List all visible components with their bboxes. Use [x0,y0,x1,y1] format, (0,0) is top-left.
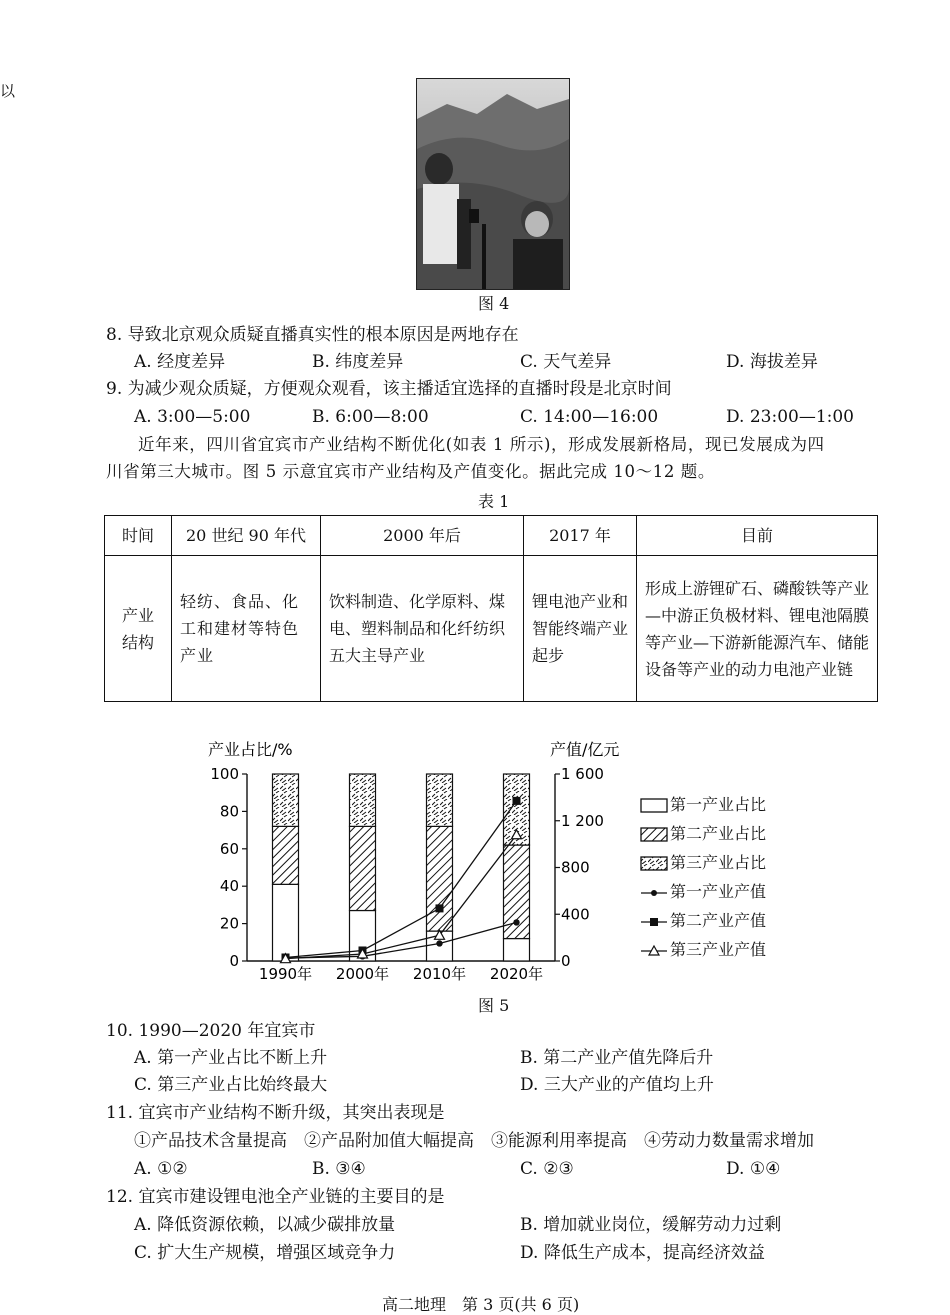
table-header-current: 目前 [637,516,878,556]
y2-tick-label: 0 [561,952,571,970]
line-point [513,797,521,805]
legend-label: 第三产业占比 [670,853,767,872]
legend-label: 第二产业占比 [670,824,767,843]
q8-option-b[interactable]: B. 纬度差异 [312,352,404,372]
q11-option-b[interactable]: B. ③④ [312,1159,366,1179]
figure-4-photo [416,78,570,290]
y-axis-label: 产业占比/% [208,740,293,759]
bar-segment [273,774,299,826]
y-tick-label: 80 [219,802,239,821]
question-12-stem: 12. 宜宾市建设锂电池全产业链的主要目的是 [106,1187,445,1207]
table-header-2000: 2000 年后 [321,516,524,556]
legend-item-secondary-value [640,908,766,931]
x-tick-label: 2000年 [335,965,390,983]
q11-option-c[interactable]: C. ②③ [520,1159,574,1179]
line-point [436,940,442,946]
intro-paragraph [106,431,886,485]
table-1-title: 表 1 [478,492,510,511]
x-tick-label: 1990年 [258,965,313,983]
q10-option-b[interactable]: B. 第二产业产值先降后升 [520,1048,714,1068]
value-line [286,922,517,958]
table-cell-current: 形成上游锂矿石、磷酸铁等产业—中游正负极材料、锂电池隔膜等产业—下游新能源汽车、储能设备等产业的动力电池产业链 [637,556,878,702]
q10-option-a[interactable]: A. 第一产业占比不断上升 [134,1048,328,1068]
y2-tick-label: 400 [561,905,590,924]
question-10-stem: 10. 1990—2020 年宜宾市 [106,1021,316,1041]
x-tick-label: 2020年 [489,965,544,983]
q8-option-d[interactable]: D. 海拔差异 [726,352,818,372]
y2-tick-label: 1 600 [561,765,604,783]
q11-option-a[interactable]: A. ①② [134,1159,188,1179]
legend-item-secondary-share [640,821,766,844]
q9-option-a[interactable]: A. 3:00—5:00 [134,407,251,427]
y-tick-label: 100 [210,765,239,783]
q8-option-a[interactable]: A. 经度差异 [134,352,226,372]
bar-segment [273,826,299,884]
question-11-stem: 11. 宜宾市产业结构不断升级，其突出表现是 [106,1103,445,1123]
q9-option-c[interactable]: C. 14:00—16:00 [520,407,659,427]
y-tick-label: 40 [219,877,239,896]
q9-option-d[interactable]: D. 23:00—1:00 [726,407,854,427]
legend-label: 第二产业产值 [670,911,767,930]
y-tick-label: 20 [219,914,239,933]
table-cell-2017: 锂电池产业和智能终端产业起步 [524,556,637,702]
table-cell-1990s: 轻纺、食品、化工和建材等特色产业 [172,556,321,702]
legend-label: 第三产业产值 [670,940,767,959]
q10-option-d[interactable]: D. 三大产业的产值均上升 [520,1075,714,1095]
question-8-stem: 8. 导致北京观众质疑直播真实性的根本原因是两地存在 [106,325,519,345]
y-tick-label: 60 [219,839,239,858]
q11-option-d[interactable]: D. ①④ [726,1159,781,1179]
q9-option-b[interactable]: B. 6:00—8:00 [312,407,429,427]
q12-option-b[interactable]: B. 增加就业岗位，缓解劳动力过剩 [520,1215,782,1235]
figure-4-caption: 图 4 [478,294,510,313]
q8-option-c[interactable]: C. 天气差异 [520,352,612,372]
legend-label: 第一产业占比 [670,795,767,814]
y2-tick-label: 1 200 [561,811,604,830]
table-header-1990s: 20 世纪 90 年代 [172,516,321,556]
table-cell-2000: 饮料制造、化学原料、煤电、塑料制品和化纤纺织五大主导产业 [321,556,524,702]
figure-5-chart [200,735,640,990]
question-9-stem: 9. 为减少观众质疑，方便观众观看，该主播适宜选择的直播时段是北京时间 [106,379,672,399]
legend-label: 第一产业产值 [670,882,767,901]
legend-item-primary-share [640,792,766,815]
figure-5-caption: 图 5 [478,996,510,1015]
q12-option-d[interactable]: D. 降低生产成本，提高经济效益 [520,1243,765,1263]
bar-segment [273,884,299,961]
table-header-2017: 2017 年 [524,516,637,556]
y2-axis-label: 产值/亿元 [550,740,620,759]
q10-option-c[interactable]: C. 第三产业占比始终最大 [134,1075,328,1095]
bar-segment [350,826,376,910]
bar-segment [350,774,376,826]
x-tick-label: 2010年 [412,965,467,983]
bar-segment [504,939,530,961]
bar-segment [427,774,453,826]
legend-item-tertiary-share [640,850,766,873]
y-tick-label: 0 [229,952,239,970]
q12-option-c[interactable]: C. 扩大生产规模，增强区域竞争力 [134,1243,396,1263]
table-1 [104,515,878,702]
legend-item-tertiary-value [640,937,766,960]
table-row-label: 产业结构 [105,556,172,702]
table-header-time: 时间 [105,516,172,556]
line-point [436,904,444,912]
intro-line-1: 近年来，四川省宜宾市产业结构不断优化(如表 1 所示)，形成发展新格局，现已发展成为四 [138,435,825,454]
q12-option-a[interactable]: A. 降低资源依赖，以减少碳排放量 [134,1215,396,1235]
q11-items: ①产品技术含量提高 ②产品附加值大幅提高 ③能源利用率提高 ④劳动力数量需求增加 [134,1131,814,1151]
y2-tick-label: 800 [561,858,590,877]
legend-item-primary-value [640,879,766,902]
intro-line-2: 川省第三大城市。图 5 示意宜宾市产业结构及产值变化。据此完成 10～12 题。 [106,462,715,481]
page-footer: 高二地理 第 3 页(共 6 页) [382,1295,580,1314]
edge-mark: 以 [0,82,16,100]
bar-segment [427,826,453,931]
value-line [286,835,517,959]
line-point [513,919,519,925]
